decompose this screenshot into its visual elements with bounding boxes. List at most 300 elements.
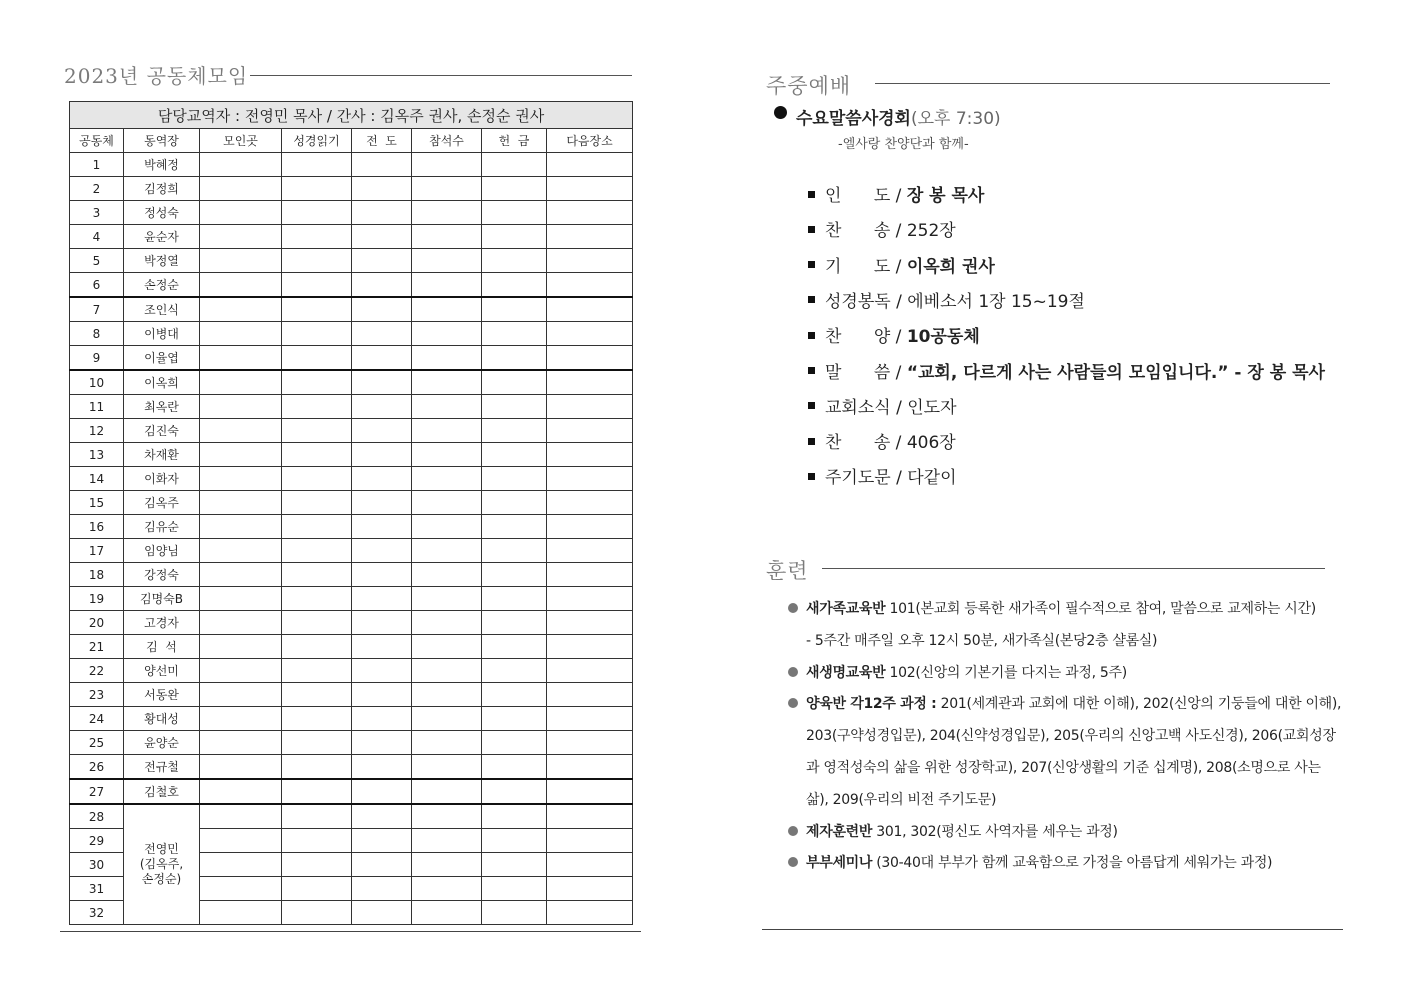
empty-cell — [547, 611, 633, 635]
order-value: 다같이 — [907, 468, 957, 489]
empty-cell — [200, 395, 282, 419]
empty-cell — [547, 322, 633, 346]
empty-cell — [482, 829, 547, 853]
leader-name: 황대성 — [124, 707, 200, 731]
empty-cell — [200, 467, 282, 491]
column-header: 성경읽기 — [282, 129, 352, 153]
empty-cell — [282, 804, 352, 829]
empty-cell — [412, 539, 482, 563]
empty-cell — [482, 491, 547, 515]
empty-cell — [412, 419, 482, 443]
community-number: 17 — [70, 539, 124, 563]
empty-cell — [482, 249, 547, 273]
community-number: 21 — [70, 635, 124, 659]
leader-name: 이율엽 — [124, 346, 200, 371]
leader-name: 이화자 — [124, 467, 200, 491]
community-number: 11 — [70, 395, 124, 419]
worship-order-item — [808, 181, 984, 206]
leader-name: 김정희 — [124, 177, 200, 201]
leader-name: 이옥희 — [124, 370, 200, 395]
table-row — [70, 515, 633, 539]
empty-cell — [352, 563, 412, 587]
title-divider — [250, 75, 632, 76]
square-bullet-icon — [808, 332, 815, 339]
empty-cell — [282, 829, 352, 853]
training-section-title: 훈련 — [766, 559, 809, 583]
empty-cell — [200, 755, 282, 780]
empty-cell — [200, 515, 282, 539]
empty-cell — [482, 467, 547, 491]
empty-cell — [412, 587, 482, 611]
training-description: 과 영적성숙의 삶을 위한 성장학교), 207(신앙생활의 기준 십계명), 208(소명으로 사는 — [806, 760, 1321, 776]
column-header: 참석수 — [412, 129, 482, 153]
empty-cell — [547, 515, 633, 539]
empty-cell — [547, 539, 633, 563]
training-description: 203(구약성경입문), 204(신약성경입문), 205(우리의 신앙고백 사도신경), 206(교회성장 — [806, 728, 1336, 745]
leader-name: 김 석 — [124, 635, 200, 659]
empty-cell — [282, 707, 352, 731]
leader-name: 박혜정 — [124, 153, 200, 177]
empty-cell — [200, 731, 282, 755]
empty-cell — [200, 829, 282, 853]
circle-bullet-icon — [788, 698, 798, 708]
training-item — [806, 789, 996, 809]
empty-cell — [200, 804, 282, 829]
community-number: 22 — [70, 659, 124, 683]
empty-cell — [482, 419, 547, 443]
empty-cell — [482, 877, 547, 901]
empty-cell — [547, 491, 633, 515]
empty-cell — [482, 779, 547, 804]
empty-cell — [282, 177, 352, 201]
empty-cell — [547, 587, 633, 611]
order-separator: / — [890, 397, 908, 418]
empty-cell — [352, 322, 412, 346]
table-header-title: 담당교역자 : 전영민 목사 / 간사 : 김옥주 권사, 손정순 권사 — [70, 102, 633, 129]
square-bullet-icon — [808, 473, 815, 480]
empty-cell — [352, 249, 412, 273]
worship-order-item — [808, 428, 956, 453]
empty-cell — [200, 707, 282, 731]
empty-cell — [547, 177, 633, 201]
worship-order-item — [808, 463, 957, 488]
training-name: 새가족교육반 — [806, 601, 886, 617]
square-bullet-icon — [808, 226, 815, 233]
empty-cell — [200, 635, 282, 659]
empty-cell — [482, 515, 547, 539]
empty-cell — [352, 731, 412, 755]
community-number: 25 — [70, 731, 124, 755]
order-separator: / — [890, 327, 907, 348]
table-row — [70, 731, 633, 755]
empty-cell — [482, 346, 547, 371]
empty-cell — [352, 755, 412, 780]
empty-cell — [412, 225, 482, 249]
empty-cell — [200, 297, 282, 322]
training-section-divider — [822, 568, 1325, 569]
empty-cell — [547, 901, 633, 925]
empty-cell — [352, 804, 412, 829]
table-row — [70, 443, 633, 467]
empty-cell — [282, 297, 352, 322]
empty-cell — [412, 707, 482, 731]
worship-order-item — [808, 322, 980, 347]
empty-cell — [547, 829, 633, 853]
empty-cell — [547, 153, 633, 177]
empty-cell — [200, 153, 282, 177]
empty-cell — [282, 419, 352, 443]
empty-cell — [412, 467, 482, 491]
empty-cell — [482, 635, 547, 659]
circle-bullet-icon — [788, 857, 798, 867]
community-number: 3 — [70, 201, 124, 225]
empty-cell — [547, 370, 633, 395]
empty-cell — [282, 683, 352, 707]
worship-order-item — [808, 393, 957, 418]
community-number: 26 — [70, 755, 124, 780]
empty-cell — [547, 467, 633, 491]
table-row — [70, 804, 633, 829]
empty-cell — [412, 804, 482, 829]
empty-cell — [200, 659, 282, 683]
left-page-title: 2023년 공동체모임 — [64, 64, 249, 88]
leader-name: 차재환 — [124, 443, 200, 467]
training-name: 제자훈련반 — [806, 823, 873, 840]
empty-cell — [282, 346, 352, 371]
empty-cell — [352, 877, 412, 901]
leader-name: 김진숙 — [124, 419, 200, 443]
empty-cell — [412, 901, 482, 925]
empty-cell — [412, 877, 482, 901]
empty-cell — [482, 153, 547, 177]
table-row — [70, 322, 633, 346]
order-value: 406장 — [906, 433, 956, 454]
empty-cell — [482, 370, 547, 395]
order-value: 인도자 — [907, 397, 957, 418]
order-label: 찬 송 — [825, 433, 891, 454]
empty-cell — [352, 201, 412, 225]
table-row — [70, 539, 633, 563]
empty-cell — [282, 249, 352, 273]
left-bottom-divider — [60, 931, 641, 932]
leader-name: 임양님 — [124, 539, 200, 563]
empty-cell — [482, 853, 547, 877]
empty-cell — [282, 635, 352, 659]
empty-cell — [200, 877, 282, 901]
empty-cell — [352, 273, 412, 298]
empty-cell — [200, 683, 282, 707]
leader-name: 김명숙B — [124, 587, 200, 611]
leader-name: 정성숙 — [124, 201, 200, 225]
training-description: 삶), 209(우리의 비전 주기도문) — [806, 791, 997, 808]
column-header: 공동체 — [70, 129, 124, 153]
empty-cell — [412, 153, 482, 177]
community-number: 18 — [70, 563, 124, 587]
empty-cell — [547, 249, 633, 273]
empty-cell — [282, 153, 352, 177]
empty-cell — [412, 755, 482, 780]
order-value: 장 봉 목사 — [906, 186, 985, 206]
training-description: 301, 302(평신도 사역자를 세우는 과정) — [872, 823, 1118, 840]
leader-name: 최옥란 — [124, 395, 200, 419]
empty-cell — [412, 779, 482, 804]
training-item — [806, 757, 1321, 777]
empty-cell — [482, 587, 547, 611]
wed-service-name: 수요말씀사경회 — [796, 109, 911, 129]
order-value: 이옥희 권사 — [906, 256, 995, 277]
community-number: 6 — [70, 273, 124, 298]
empty-cell — [352, 443, 412, 467]
table-row — [70, 755, 633, 780]
training-item — [788, 598, 1316, 618]
empty-cell — [282, 731, 352, 755]
empty-cell — [200, 539, 282, 563]
empty-cell — [547, 877, 633, 901]
empty-cell — [352, 370, 412, 395]
empty-cell — [412, 515, 482, 539]
training-description: 101(본교회 등록한 새가족이 필수적으로 참여, 말씀으로 교제하는 시간) — [885, 601, 1316, 617]
empty-cell — [547, 683, 633, 707]
empty-cell — [547, 443, 633, 467]
empty-cell — [282, 273, 352, 298]
table-row — [70, 273, 633, 298]
table-row — [70, 225, 633, 249]
empty-cell — [200, 225, 282, 249]
empty-cell — [200, 853, 282, 877]
empty-cell — [352, 683, 412, 707]
training-item — [788, 693, 1341, 713]
training-item — [788, 662, 1127, 682]
order-value: “교회, 다르게 사는 사람들의 모임입니다.” - 장 봉 목사 — [906, 362, 1325, 383]
table-row — [70, 395, 633, 419]
community-number: 5 — [70, 249, 124, 273]
empty-cell — [352, 635, 412, 659]
community-number: 30 — [70, 853, 124, 877]
empty-cell — [412, 201, 482, 225]
empty-cell — [352, 177, 412, 201]
empty-cell — [352, 419, 412, 443]
empty-cell — [482, 177, 547, 201]
column-header: 다음장소 — [547, 129, 633, 153]
empty-cell — [547, 853, 633, 877]
circle-bullet-icon — [788, 667, 798, 677]
empty-cell — [352, 901, 412, 925]
empty-cell — [482, 563, 547, 587]
order-label: 성경봉독 — [825, 291, 891, 312]
column-header: 모인곳 — [200, 129, 282, 153]
leader-name: 이병대 — [124, 322, 200, 346]
community-number: 19 — [70, 587, 124, 611]
training-name: 양육반 각12주 과정 : — [806, 696, 937, 713]
empty-cell — [200, 419, 282, 443]
community-number: 8 — [70, 322, 124, 346]
empty-cell — [282, 587, 352, 611]
leader-name: 윤양순 — [124, 731, 200, 755]
empty-cell — [282, 755, 352, 780]
community-number: 24 — [70, 707, 124, 731]
empty-cell — [482, 611, 547, 635]
empty-cell — [482, 443, 547, 467]
training-description: (30-40대 부부가 함께 교육함으로 가정을 아름답게 세워가는 과정) — [872, 855, 1273, 872]
empty-cell — [282, 467, 352, 491]
order-separator: / — [890, 186, 907, 206]
empty-cell — [282, 563, 352, 587]
empty-cell — [352, 395, 412, 419]
training-item — [806, 630, 1157, 650]
column-header: 동역장 — [124, 129, 200, 153]
merged-leader-cell: 전영민 (김옥주, 손정순) — [124, 804, 200, 925]
community-roster-table — [69, 101, 633, 925]
empty-cell — [547, 731, 633, 755]
empty-cell — [482, 804, 547, 829]
empty-cell — [547, 201, 633, 225]
training-item — [788, 821, 1118, 841]
empty-cell — [547, 779, 633, 804]
worship-order-item — [808, 216, 956, 241]
training-description: - 5주간 매주일 오후 12시 50분, 새가족실(본당2층 샬롬실) — [806, 632, 1158, 649]
order-label: 기 도 — [825, 256, 891, 277]
empty-cell — [352, 779, 412, 804]
empty-cell — [352, 539, 412, 563]
empty-cell — [352, 707, 412, 731]
order-separator: / — [890, 221, 907, 242]
empty-cell — [482, 901, 547, 925]
empty-cell — [412, 273, 482, 298]
empty-cell — [200, 201, 282, 225]
empty-cell — [412, 853, 482, 877]
empty-cell — [352, 587, 412, 611]
empty-cell — [547, 419, 633, 443]
worship-section-divider — [875, 83, 1330, 84]
community-number: 23 — [70, 683, 124, 707]
empty-cell — [200, 563, 282, 587]
empty-cell — [282, 322, 352, 346]
training-item — [788, 852, 1272, 872]
empty-cell — [282, 443, 352, 467]
empty-cell — [412, 635, 482, 659]
training-name: 부부세미나 — [806, 855, 873, 872]
community-number: 10 — [70, 370, 124, 395]
empty-cell — [282, 901, 352, 925]
order-separator: / — [890, 433, 907, 454]
community-number: 32 — [70, 901, 124, 925]
empty-cell — [352, 611, 412, 635]
empty-cell — [200, 443, 282, 467]
community-number: 4 — [70, 225, 124, 249]
leader-name: 김철호 — [124, 779, 200, 804]
leader-name: 김옥주 — [124, 491, 200, 515]
community-number: 9 — [70, 346, 124, 371]
empty-cell — [282, 779, 352, 804]
leader-name: 손정순 — [124, 273, 200, 298]
bullet-icon — [774, 106, 787, 119]
table-row — [70, 707, 633, 731]
square-bullet-icon — [808, 261, 815, 268]
empty-cell — [547, 707, 633, 731]
table-row — [70, 249, 633, 273]
empty-cell — [352, 491, 412, 515]
empty-cell — [547, 297, 633, 322]
empty-cell — [352, 853, 412, 877]
square-bullet-icon — [808, 296, 815, 303]
empty-cell — [200, 491, 282, 515]
table-row — [70, 201, 633, 225]
empty-cell — [412, 249, 482, 273]
column-header: 전 도 — [352, 129, 412, 153]
training-description: 201(세계관과 교회에 대한 이해), 202(신앙의 기둥들에 대한 이해), — [936, 696, 1342, 713]
empty-cell — [412, 491, 482, 515]
table-row — [70, 491, 633, 515]
square-bullet-icon — [808, 402, 815, 409]
empty-cell — [200, 346, 282, 371]
empty-cell — [200, 249, 282, 273]
empty-cell — [200, 779, 282, 804]
empty-cell — [352, 515, 412, 539]
order-label: 인 도 — [825, 186, 891, 206]
order-separator: / — [890, 362, 907, 383]
leader-name: 전규철 — [124, 755, 200, 780]
table-row — [70, 419, 633, 443]
empty-cell — [352, 225, 412, 249]
empty-cell — [547, 273, 633, 298]
order-separator: / — [890, 256, 907, 277]
table-row — [70, 635, 633, 659]
empty-cell — [482, 395, 547, 419]
order-separator: / — [890, 291, 908, 312]
table-row — [70, 683, 633, 707]
empty-cell — [282, 853, 352, 877]
square-bullet-icon — [808, 438, 815, 445]
empty-cell — [412, 177, 482, 201]
worship-order-item — [808, 358, 1325, 383]
table-row — [70, 177, 633, 201]
table-row — [70, 370, 633, 395]
empty-cell — [412, 443, 482, 467]
leader-name: 강정숙 — [124, 563, 200, 587]
empty-cell — [412, 297, 482, 322]
circle-bullet-icon — [788, 826, 798, 836]
empty-cell — [352, 659, 412, 683]
right-bottom-divider — [762, 929, 1343, 930]
empty-cell — [282, 659, 352, 683]
empty-cell — [547, 659, 633, 683]
community-number: 16 — [70, 515, 124, 539]
empty-cell — [412, 370, 482, 395]
training-description: 102(신앙의 기본기를 다지는 과정, 5주) — [885, 664, 1127, 681]
empty-cell — [352, 829, 412, 853]
community-number: 29 — [70, 829, 124, 853]
empty-cell — [352, 297, 412, 322]
table-row — [70, 467, 633, 491]
empty-cell — [482, 322, 547, 346]
empty-cell — [482, 273, 547, 298]
empty-cell — [482, 755, 547, 780]
empty-cell — [482, 731, 547, 755]
order-value: 252장 — [906, 221, 956, 242]
empty-cell — [412, 346, 482, 371]
empty-cell — [547, 395, 633, 419]
leader-name: 박정열 — [124, 249, 200, 273]
empty-cell — [547, 804, 633, 829]
empty-cell — [547, 225, 633, 249]
empty-cell — [200, 611, 282, 635]
community-number: 20 — [70, 611, 124, 635]
leader-name: 조인식 — [124, 297, 200, 322]
empty-cell — [352, 346, 412, 371]
table-row — [70, 659, 633, 683]
empty-cell — [482, 225, 547, 249]
community-number: 27 — [70, 779, 124, 804]
